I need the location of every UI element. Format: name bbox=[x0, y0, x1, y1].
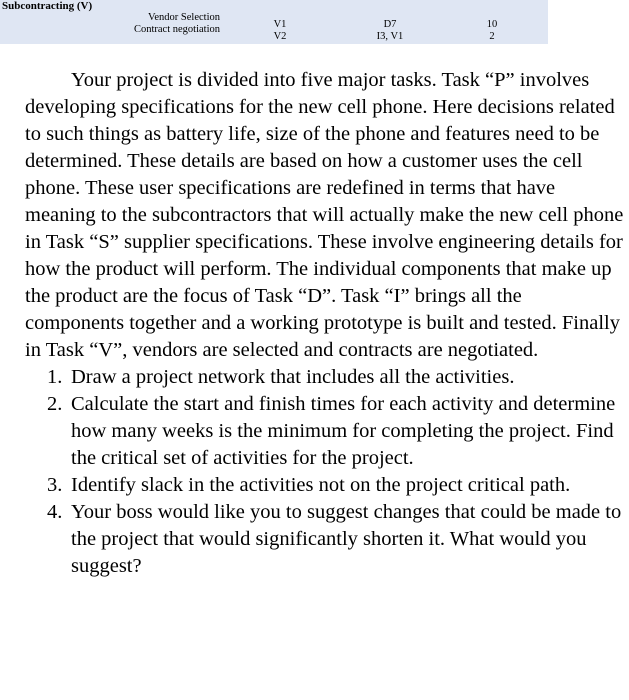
question-text: Calculate the start and finish times for each activity and determine how many weeks is the minimum for completing the project. Find the critical set of activities for the project. bbox=[71, 393, 616, 469]
activity-id-v1: V1 bbox=[273, 19, 287, 30]
question-item bbox=[25, 499, 625, 580]
question-list bbox=[25, 364, 625, 580]
question-text: Identify slack in the activities not on the project critical path. bbox=[71, 474, 571, 496]
activity-name-v2: Contract negotiation bbox=[133, 24, 220, 35]
activity-table-fragment bbox=[0, 0, 548, 44]
activity-id-column bbox=[250, 19, 310, 43]
question-number: 2. bbox=[47, 393, 63, 415]
time-v1: 10 bbox=[486, 19, 498, 30]
predecessor-v1: D7 bbox=[383, 19, 397, 30]
activity-id-v2: V2 bbox=[273, 31, 287, 42]
question-item bbox=[25, 391, 625, 472]
activity-name-column bbox=[110, 12, 220, 36]
predecessor-v2: I3, V1 bbox=[376, 31, 404, 42]
question-item bbox=[25, 472, 625, 499]
question-item bbox=[25, 364, 625, 391]
time-v2: 2 bbox=[489, 31, 495, 42]
project-description: Your project is divided into five major tasks. Task “P” involves developing specifications for the new cell phone. Here decisions related to such things as battery life, size of the phone and features need to be determined. These details are based on how a customer uses the cell phone. These user specifications are redefined in terms that have meaning to the subcontractors that will actually make the new cell phone in Task “S” supplier specifications. These involve engineering details for how the product will perform. The individual components that make up the product are the focus of Task “D”. Task “I” brings all the components together and a working prototype is built and tested. Finally in Task “V”, vendors are selected and contracts are negotiated. bbox=[25, 69, 624, 361]
question-number: 4. bbox=[47, 501, 63, 523]
question-text: Draw a project network that includes all the activities. bbox=[71, 366, 515, 388]
question-number: 1. bbox=[47, 366, 63, 388]
time-column bbox=[462, 19, 522, 43]
activity-name-v1: Vendor Selection bbox=[147, 12, 220, 23]
problem-body bbox=[25, 67, 625, 580]
question-text: Your boss would like you to suggest changes that could be made to the project that would significantly shorten it. What would you suggest? bbox=[71, 501, 622, 577]
section-label: Subcontracting (V) bbox=[2, 0, 93, 12]
question-number: 3. bbox=[47, 474, 63, 496]
predecessor-column bbox=[350, 19, 430, 43]
